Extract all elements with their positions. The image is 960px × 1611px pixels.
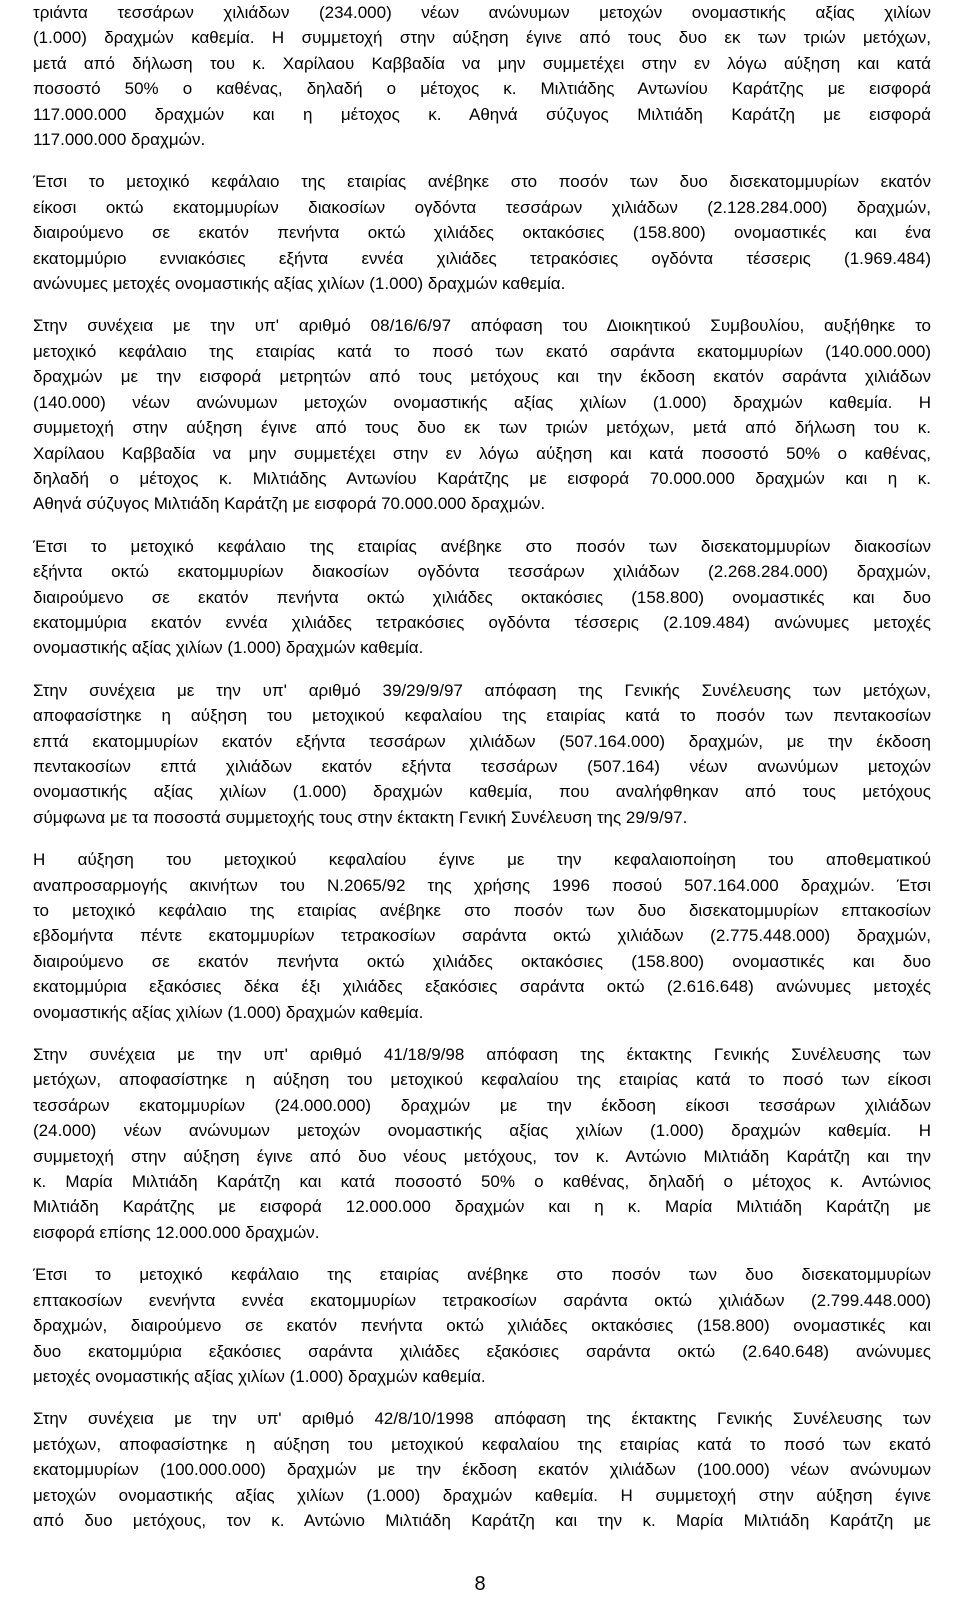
text-line: κ. Μαρία Μιλτιάδη Καράτζη και κατά ποσοστό 50% ο καθένας, δηλαδή ο μέτοχος κ. Αντώνιος — [33, 1172, 931, 1192]
text-line: Έτσι το μετοχικό κεφάλαιο της εταιρίας ανέβηκε στο ποσόν των δισεκατομμυρίων διακοσίων — [33, 536, 931, 556]
text-line: Έτσι το μετοχικό κεφάλαιο της εταιρίας ανέβηκε στο ποσόν των δυο δισεκατομμυρίων εκατόν — [33, 172, 931, 192]
text-line: 117.000.000 δραχμών. — [33, 130, 206, 150]
text-line: τριάντα τεσσάρων χιλιάδων (234.000) νέων ανώνυμων μετοχών ονομαστικής αξίας χιλίων — [33, 3, 931, 22]
text-line: εκατομμύριο εννιακόσιες εξήντα εννέα χιλιάδες τετρακόσιες ογδόντα τέσσερις (1.969.484) — [33, 248, 931, 268]
text-line: δραχμών, διαιρούμενο σε εκατόν πενήντα οκτώ χιλιάδες οκτακόσιες (158.800) ονομαστικές και — [33, 1316, 931, 1336]
paragraph — [33, 169, 931, 296]
text-line: (140.000) νέων ανώνυμων μετοχών ονομαστικής αξίας χιλίων (1.000) δραχμών καθεμία. Η — [33, 392, 931, 412]
text-line: σύμφωνα με τα ποσοστά συμμετοχής τους στην έκτακτη Γενική Συνέλευση της 29/9/97. — [33, 807, 688, 827]
text-line: 117.000.000 δραχμών και η μέτοχος κ. Αθηνά σύζυγος Μιλτιάδη Καράτζη με εισφορά — [33, 104, 931, 124]
paragraph-gap — [33, 517, 931, 534]
text-line: ονομαστικής αξίας χιλίων (1.000) δραχμών καθεμία. — [33, 1002, 424, 1022]
text-line: εκατομμύρια εκατόν εννέα χιλιάδες τετρακόσιες ογδόντα τέσσερις (2.109.484) ανώνυμες μετοχές — [33, 612, 931, 632]
text-line: συμμετοχή στην αύξηση έγινε από δυο νέους μετόχους, τον κ. Αντώνιο Μιλτιάδη Καράτζη και την — [33, 1146, 931, 1166]
paragraph-gap — [33, 296, 931, 313]
text-line: εκατομμύρια εξακόσιες δέκα έξι χιλιάδες εξακόσιες σαράντα οκτώ (2.616.648) ανώνυμες μετοχές — [33, 977, 931, 997]
paragraph-gap — [33, 830, 931, 847]
paragraph — [33, 1042, 931, 1245]
text-line: διαιρούμενο σε εκατόν πενήντα οκτώ χιλιάδες οκτακόσιες (158.800) ονομαστικές και δυο — [33, 587, 931, 607]
paragraph — [33, 847, 931, 1025]
document-body — [33, 0, 931, 1533]
text-line: Στην συνέχεια με την υπ' αριθμό 41/18/9/98 απόφαση της έκτακτης Γενικής Συνέλευσης των — [33, 1045, 931, 1065]
text-line: είκοσι οκτώ εκατομμυρίων διακοσίων ογδόντα τεσσάρων χιλιάδων (2.128.284.000) δραχμών, — [33, 197, 931, 217]
text-line: μετόχων, αποφασίστηκε η αύξηση του μετοχικού κεφαλαίου της εταιρίας κατά το ποσό των είκοσι — [33, 1070, 931, 1090]
text-line: επτακοσίων ενενήντα εννέα εκατομμυρίων τετρακοσίων σαράντα οκτώ χιλιάδων (2.799.448.000) — [33, 1290, 931, 1310]
text-line: (24.000) νέων ανώνυμων μετοχών ονομαστικής αξίας χιλίων (1.000) δραχμών καθεμία. Η — [33, 1121, 931, 1141]
text-line: πεντακοσίων επτά χιλιάδων εκατόν εξήντα τεσσάρων (507.164) νέων ανωνύμων μετοχών — [33, 756, 931, 776]
text-line: Μιλτιάδη Καράτζης με εισφορά 12.000.000 δραχμών και η κ. Μαρία Μιλτιάδη Καράτζη με — [33, 1197, 931, 1217]
paragraph-gap — [33, 661, 931, 678]
text-line: δηλαδή ο μέτοχος κ. Μιλτιάδης Αντωνίου Καράτζης με εισφορά 70.000.000 δραχμών και η κ. — [33, 468, 931, 488]
text-line: (1.000) δραχμών καθεμία. Η συμμετοχή στην αύξηση έγινε από τους δυο εκ των τριών μετόχων, — [33, 28, 931, 48]
text-line: εκατομμυρίων (100.000.000) δραχμών με την έκδοση εκατόν χιλιάδων (100.000) νέων ανώνυμων — [33, 1460, 931, 1480]
paragraph-gap — [33, 1245, 931, 1262]
text-line: Αθηνά σύζυγος Μιλτιάδη Καράτζη με εισφορά 70.000.000 δραχμών. — [33, 494, 546, 514]
text-line: το μετοχικό κεφάλαιο της εταιρίας ανέβηκε στο ποσόν των δυο δισεκατομμυρίων επτακοσίων — [33, 901, 931, 920]
text-line: μετά από δήλωση του κ. Χαρίλαου Καββαδία να μην συμμετέχει στην εν λόγω αύξηση και κατά — [33, 53, 931, 73]
text-line: Έτσι το μετοχικό κεφάλαιο της εταιρίας ανέβηκε στο ποσόν των δυο δισεκατομμυρίων — [33, 1265, 931, 1285]
text-line: επτά εκατομμυρίων εκατόν εξήντα τεσσάρων χιλιάδων (507.164.000) δραχμών, με την έκδοση — [33, 731, 931, 751]
text-line: μετοχές ονομαστικής αξίας χιλίων (1.000) δραχμών καθεμία. — [33, 1366, 486, 1386]
text-line: αποφασίστηκε η αύξηση του μετοχικού κεφαλαίου της εταιρίας κατά το ποσόν των πεντακοσίων — [33, 706, 931, 726]
text-line: από δυο μετόχους, τον κ. Αντώνιο Μιλτιάδη Καράτζη και την κ. Μαρία Μιλτιάδη Καράτζη με — [33, 1510, 931, 1530]
paragraph — [33, 0, 931, 152]
text-line: εβδομήντα πέντε εκατομμυρίων τετρακοσίων σαράντα οκτώ χιλιάδων (2.775.448.000) δραχμών, — [33, 926, 931, 946]
text-line: μετοχών ονομαστικής αξίας χιλίων (1.000) δραχμών καθεμία. Η συμμετοχή στην αύξηση έγινε — [33, 1485, 931, 1505]
page-number: 8 — [474, 1573, 486, 1595]
text-line: ανώνυμες μετοχές ονομαστικής αξίας χιλίων (1.000) δραχμών καθεμία. — [33, 274, 566, 294]
text-line: δυο εκατομμύρια εξακόσιες σαράντα χιλιάδες εξακόσιες σαράντα οκτώ (2.640.648) ανώνυμες — [33, 1341, 931, 1361]
text-line: μετοχικό κεφάλαιο της εταιρίας κατά το ποσό των εκατό σαράντα εκατομμυρίων (140.000.000) — [33, 341, 931, 361]
text-line: αναπροσαρμογής ακινήτων του Ν.2065/92 της χρήσης 1996 ποσού 507.164.000 δραχμών. Έτσι — [33, 875, 931, 895]
text-line: Στην συνέχεια με την υπ' αριθμό 39/29/9/97 απόφαση της Γενικής Συνέλευσης των μετόχων, — [33, 680, 931, 700]
text-line: δραχμών με την εισφορά μετρητών από τους μετόχους και την έκδοση εκατόν σαράντα χιλιάδων — [33, 367, 931, 387]
paragraph — [33, 1262, 931, 1389]
paragraph-gap — [33, 1389, 931, 1406]
text-line: εξήντα οκτώ εκατομμυρίων διακοσίων ογδόντα τεσσάρων χιλιάδων (2.268.284.000) δραχμών, — [33, 562, 931, 582]
paragraph — [33, 1406, 931, 1533]
text-line: ονομαστικής αξίας χιλίων (1.000) δραχμών καθεμία, που αναλήφθηκαν από τους μετόχους — [33, 782, 931, 802]
text-line: Χαρίλαου Καββαδία να μην συμμετέχει στην εν λόγω αύξηση και κατά ποσοστό 50% ο καθένας, — [33, 443, 931, 463]
text-line: διαιρούμενο σε εκατόν πενήντα οκτώ χιλιάδες οκτακόσιες (158.800) ονομαστικές και ένα — [33, 223, 931, 243]
text-line: συμμετοχή στην αύξηση έγινε από τους δυο εκ των τριών μετόχων, μετά από δήλωση του κ. — [33, 418, 931, 438]
text-line: διαιρούμενο σε εκατόν πενήντα οκτώ χιλιάδες οκτακόσιες (158.800) ονομαστικές και δυο — [33, 951, 931, 971]
paragraph-gap — [33, 152, 931, 169]
paragraph-gap — [33, 1025, 931, 1042]
paragraph — [33, 313, 931, 516]
text-line: τεσσάρων εκατομμυρίων (24.000.000) δραχμών με την έκδοση είκοσι τεσσάρων χιλιάδων — [33, 1095, 931, 1115]
text-line: ποσοστό 50% ο καθένας, δηλαδή ο μέτοχος κ. Μιλτιάδης Αντωνίου Καράτζης με εισφορά — [33, 79, 931, 99]
text-line: ονομαστικής αξίας χιλίων (1.000) δραχμών καθεμία. — [33, 638, 424, 658]
paragraph — [33, 678, 931, 830]
text-line: μετόχων, αποφασίστηκε η αύξηση του μετοχικού κεφαλαίου της εταιρίας κατά το ποσό των εκατό — [33, 1434, 931, 1454]
text-line: εισφορά επίσης 12.000.000 δραχμών. — [33, 1222, 320, 1242]
text-line: Στην συνέχεια με την υπ' αριθμό 42/8/10/1998 απόφαση της έκτακτης Γενικής Συνέλευσης των — [33, 1409, 931, 1429]
text-line: Η αύξηση του μετοχικού κεφαλαίου έγινε με την κεφαλαιοποίηση του αποθεματικού — [33, 850, 931, 870]
text-line: Στην συνέχεια με την υπ' αριθμό 08/16/6/97 απόφαση του Διοικητικού Συμβουλίου, αυξήθηκε το — [33, 316, 931, 336]
paragraph — [33, 534, 931, 661]
